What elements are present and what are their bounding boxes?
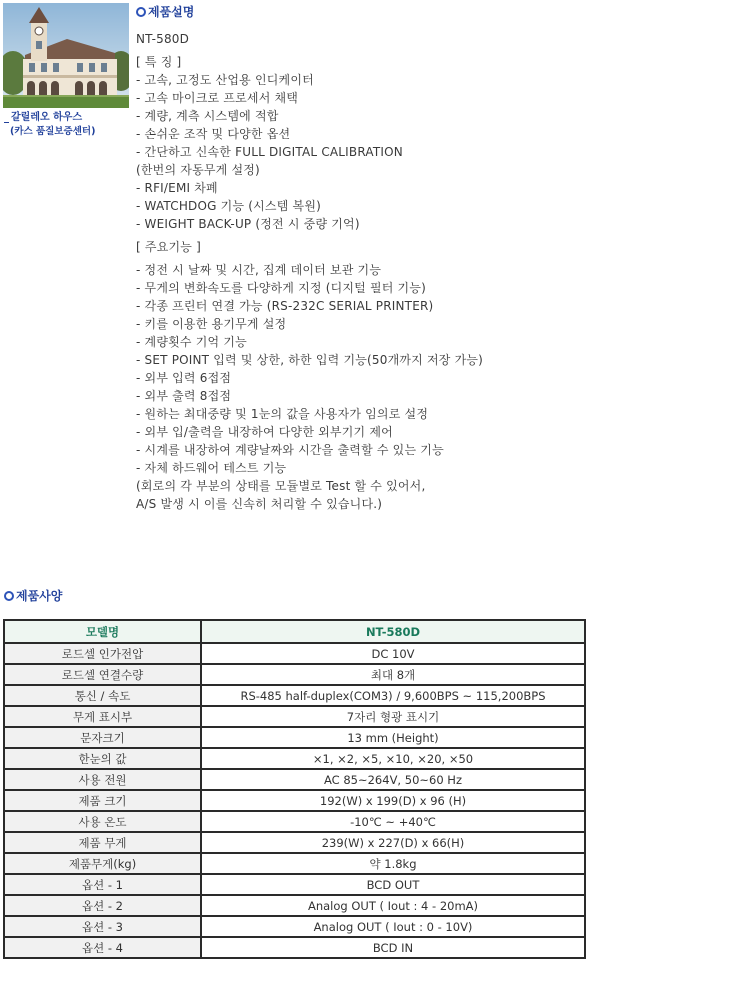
function-item: - 원하는 최대중량 및 1눈의 값을 사용자가 임의로 설정 [136,407,429,421]
spec-header-label: 모델명 [4,620,201,643]
spec-value: 13 mm (Height) [201,727,585,748]
product-desc-title-text: 제품설명 [148,5,195,19]
table-row [4,748,585,769]
table-row [4,643,585,664]
table-row [4,706,585,727]
spec-value: 약 1.8kg [201,853,585,874]
circle-bullet-icon [4,591,14,601]
function-item: - 계량횟수 기억 기능 [136,335,247,349]
feature-item: - 손쉬운 조작 및 다양한 옵션 [136,127,291,141]
spec-value: Analog OUT ( Iout : 0 - 10V) [201,916,585,937]
functions-heading: [ 주요기능 ] [136,240,201,254]
table-row [4,685,585,706]
function-item: - 시계를 내장하여 계량날짜와 시간을 출력할 수 있는 기능 [136,443,444,457]
feature-item: - 고속, 고정도 산업용 인디케이터 [136,73,314,87]
spec-label: 무게 표시부 [4,706,201,727]
feature-item: - 간단하고 신속한 FULL DIGITAL CALIBRATION [136,145,403,159]
table-row [4,664,585,685]
spec-value: BCD OUT [201,874,585,895]
spec-label: 옵션 - 3 [4,916,201,937]
function-item: - 각종 프린터 연결 가능 (RS-232C SERIAL PRINTER) [136,299,434,313]
function-item: - 외부 입/출력을 내장하여 다양한 외부기기 제어 [136,425,393,439]
table-row [4,832,585,853]
table-row [4,916,585,937]
spec-value: ×1, ×2, ×5, ×10, ×20, ×50 [201,748,585,769]
circle-bullet-icon [136,7,146,17]
spec-value: 7자리 형광 표시기 [201,706,585,727]
function-item: - 키를 이용한 용기무게 설정 [136,317,287,331]
spec-label: 제품 무게 [4,832,201,853]
product-desc-body [136,30,726,513]
spec-label: 옵션 - 4 [4,937,201,958]
table-row [4,895,585,916]
spec-label: 사용 온도 [4,811,201,832]
spec-table [3,619,586,959]
feature-item: - WEIGHT BACK-UP (정전 시 중량 기억) [136,217,360,231]
model-name: NT-580D [136,32,190,46]
table-row [4,811,585,832]
spec-value: DC 10V [201,643,585,664]
feature-item: (한번의 자동무게 설정) [136,163,260,177]
product-spec-title [3,588,62,604]
spec-value: 192(W) x 199(D) x 96 (H) [201,790,585,811]
spec-label: 로드셀 연결수량 [4,664,201,685]
function-item: - 외부 출력 8접점 [136,389,232,403]
spec-label: 제품무게(kg) [4,853,201,874]
caption-title: 갈릴레오 하우스 [3,111,131,125]
spec-value: BCD IN [201,937,585,958]
spec-header-value: NT-580D [201,620,585,643]
product-desc-title [135,4,194,20]
function-item: A/S 발생 시 이를 신속히 처리할 수 있습니다.) [136,497,383,511]
function-item: - SET POINT 입력 및 상한, 하한 입력 기능(50개까지 저장 가능) [136,353,484,367]
function-item: - 정전 시 날짜 및 시간, 집계 데이터 보관 기능 [136,263,382,277]
table-row [4,769,585,790]
table-row [4,790,585,811]
spec-label: 통신 / 속도 [4,685,201,706]
function-item: - 외부 입력 6접점 [136,371,232,385]
feature-item: - RFI/EMI 차폐 [136,181,218,195]
spec-value: AC 85~264V, 50~60 Hz [201,769,585,790]
caption-subtitle: (카스 품질보증센터) [10,126,96,137]
feature-item: - 계량, 계측 시스템에 적합 [136,109,279,123]
spec-label: 옵션 - 2 [4,895,201,916]
spec-label: 한눈의 값 [4,748,201,769]
features-heading: [ 특 징 ] [136,55,182,69]
function-item: - 자체 하드웨어 테스트 기능 [136,461,287,475]
feature-item: - WATCHDOG 기능 (시스템 복원) [136,199,321,213]
spec-label: 로드셀 인가전압 [4,643,201,664]
spec-value: 239(W) x 227(D) x 66(H) [201,832,585,853]
spec-value: -10℃ ~ +40℃ [201,811,585,832]
spec-header-row [4,620,585,643]
function-item: (회로의 각 부분의 상태를 모듈별로 Test 할 수 있어서, [136,479,426,493]
spec-value: RS-485 half-duplex(COM3) / 9,600BPS ~ 115,200BPS [201,685,585,706]
table-row [4,727,585,748]
table-row [4,937,585,958]
spec-label: 사용 전원 [4,769,201,790]
table-row [4,874,585,895]
photo-caption [3,111,131,139]
spec-value: 최대 8개 [201,664,585,685]
feature-item: - 고속 마이크로 프로세서 채택 [136,91,299,105]
spec-value: Analog OUT ( Iout : 4 - 20mA) [201,895,585,916]
table-row [4,853,585,874]
product-spec-title-text: 제품사양 [16,589,63,603]
spec-label: 제품 크기 [4,790,201,811]
spec-label: 문자크기 [4,727,201,748]
spec-label: 옵션 - 1 [4,874,201,895]
function-item: - 무게의 변화속도를 다양하게 지정 (디지털 필터 기능) [136,281,427,295]
building-photo [3,3,129,108]
